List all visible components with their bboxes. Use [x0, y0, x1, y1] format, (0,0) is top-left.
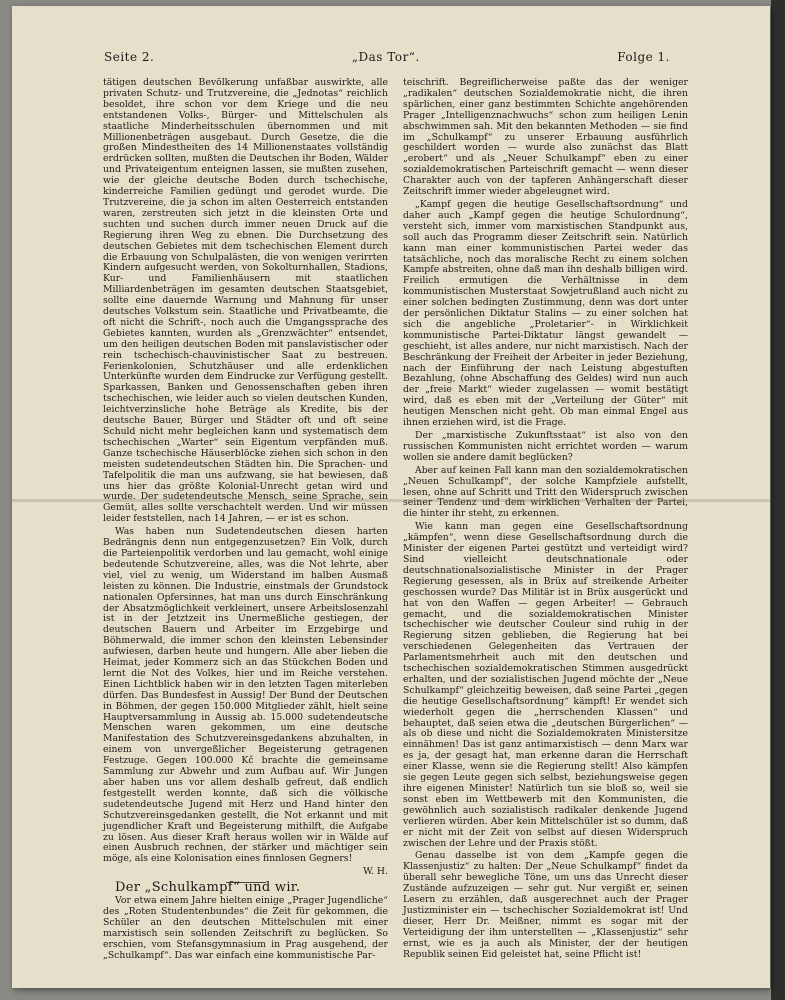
- article-paragraph: teischrift. Begreiflicherweise paßte das der weniger „radikalen“ deutschen Sozialdemokratie nicht, die ihren spärlichen, einer ganz bestimmten Schichte angehörenden Prager „Intelligenznachwuchs“ schon zum heiligen Lenin abschwimmen sah. Mit den bekannten Methoden — sie find im „Schulkampf“ zu unserer Erbauung ausführlich geschildert worden — wurde also zunächst das Blatt „erobert“ und als „Neuer Schulkampf“ eben zu einer sozialdemokratischen Parteischrift gemacht — wenn dieser Charakter auch von der tapferen Anhängerschaft dieser Zeitschrift immer wieder abgeleugnet wird.: [403, 77, 688, 198]
- article-paragraph: Wie kann man gegen eine Gesellschaftsordnung „kämpfen“, wenn diese Gesellschaftsordnung durch die Minister der eigenen Partei gestützt und verteidigt wird? Sind vielleicht deutschnationale oder deutschnationalsozialistische Minister in der Prager Regierung gesessen, als in Brüx auf streikende Arbeiter geschossen wurde? Das Militär ist in Brüx ausgerückt und hat von den Waffen — gegen Arbeiter! — Gebrauch gemacht, und die sozialdemokratischen Minister tschechischer wie deutscher Couleur sind ruhig in der Regierung sitzen geblieben, die Regierung hat bei verschiedenen Gelegenheiten das Vertrauen der Parlamentsmehrheit auch mit den deutschen und tschechischen sozialdemokratischen Stimmen ausgedrückt erhalten, und der sozialistischen Jugend möchte der „Neue Schulkampf“ gleichzeitig beweisen, daß seine Partei „gegen die heutige Gesellschaftsordnung“ kämpft! Er wendet sich wiederholt gegen die „herrschenden Klassen“ und behauptet, daß seien etwa die „deutschen Bürgerlichen“ — als ob diese und nicht die Sozialdemokraten Ministersitze einnähmen! Das ist ganz antimarxistisch — denn Marx war es ja, der gesagt hat, man erkenne daran die Herrschaft einer Klasse, wenn sie die Regierung stellt! Also kämpfen sie gegen Leute gegen sich selbst, beziehungsweise gegen ihre eigenen Minister! Natürlich tun sie bloß so, weil sie sonst eben im Wettbewerb mit den Kommunisten, die gewöhnlich auch sozialistisch radikaler denkende Jugend verlieren würden. Aber kein Mittelschüler ist so dumm, daß er nicht mit der Zeit von selbst auf diesen Widerspruch zwischen der Lehre und der Praxis stößt.: [403, 521, 688, 849]
- author-signature: W. H.: [363, 866, 388, 878]
- section-heading: Der „Schulkampf“ und wir.: [115, 880, 301, 896]
- article-paragraph: Vor etwa einem Jahre hielten einige „Prager Jugendliche“ des „Roten Studentenbundes“ die Zeit für gekommen, die Schüler an den deutschen Mittelschulen mit einer marxistisch sein sollenden Zeitschrift zu beglücken. So erschien, vom Stefansgymnasium in Prag ausgehend, der „Schulkampf“. Das war einfach eine kommunistische Par-: [103, 895, 388, 961]
- binding-edge: [771, 0, 785, 1000]
- page-number: Seite 2.: [104, 50, 155, 64]
- article-paragraph: Der „marxistische Zukunftsstaat“ ist also von den russischen Kommunisten nicht errichtet worden — warum wollen sie andere damit beglücken?: [403, 430, 688, 463]
- publication-title: „Das Tor“.: [351, 50, 420, 64]
- article-paragraph: tätigen deutschen Bevölkerung unfaßbar auswirkte, alle privaten Schutz- und Trutzvereine, die „Jednotas“ reichlich besoldet, ihre schon vor dem Kriege und die neu entstandenen Volks-, Bürger- und Mittelschulen als staatliche Minderheitsschulen übernommen und mit Millionenbeträgen ausgebaut. Durch Gesetze, die die großen Mindestheiten des 14 Millionenstaates vollständig erdrücken sollten, mußten die Deutschen ihr Boden, Wälder und Privateigentum enteignen lassen, sie mußten zusehen, wie der gleiche deutsche Boden durch tschechische, kinderreiche Familien gedüngt und gerodet wurde. Die Trutzvereine, die ja schon im alten Oesterreich entstanden waren, zerstreuten sich jetzt in die kleinsten Orte und suchten und suchen durch immer neuen Druck auf die Regierung ihren Weg zu ebnen. Die Durchsetzung des deutschen Gebietes mit dem tschechischen Element durch die Erbauung von Schulpalästen, die von wenigen verirrten Kindern aufgesucht werden, von Sokolturnhallen, Stadions, Kur- und Familienhäusern mit staatlichen Milliardenbeträgen im gesamten deutschen Staatsgebiet, sollte eine dauernde Warnung und Mahnung für unser deutsches Volkstum sein. Staatliche und Privatbeamte, die oft nicht die Schrift-, noch auch die Umgangssprache des Gebietes kannten, wurden als „Grenzwächter“ entsendet, um den heiligen deutschen Boden mit panslavistischer oder rein tschechisch-chauvinistischer Saat zu bestreuen. Ferienkolonien, Schutzhäuser und alle erdenklichen Unterkünfte wurden dem Eindrucke zur Verfügung gestellt. Sparkassen, Banken und Genossenschaften geben ihren tschechischen, wie leider auch so vielen deutschen Kunden, leichtverzinsliche hohe Beträge als Kredite, bis der deutsche Bauer, Bürger und Städter oft und oft seine Schuld nicht mehr begleichen kann und systematisch dem tschechischen „Warter“ sein Eigentum verpfänden muß. Ganze tschechische Häuserblöcke ziehen sich schon in den meisten sudetendeutschen Städten hin. Die Sprachen- und Tafelpolitik die man uns aufzwang, sie hat bewiesen, daß uns hier das größte Kolonial-Unrecht getan wird und wurde. Der sudetendeutsche Mensch, seine Sprache, sein Gemüt, alles sollte verschachtelt werden. Und wir müssen leider feststellen, nach 14 Jahren, — er ist es schon.: [103, 77, 388, 525]
- right-column: [403, 78, 688, 961]
- left-column: [103, 78, 388, 962]
- article-paragraph: Was haben nun Sudetendeutschen diesen harten Bedrängnis denn nun entgegenzusetzen? Ein Volk, durch die Parteienpolitik verdorben und lau gemacht, wohl einige bedeutende Schutzvereine, alles, was die Not lehrte, aber viel, viel zu wenig, um Widerstand im halben Ausmaß leisten zu können. Die Industrie, einstmals der Grundstock nationalen Opfersinnes, hat man uns durch Einschränkung der Absatzmöglichkeit verkleinert, unsere Arbeitslosenzahl ist in der Jetztzeit ins Unermeßliche gestiegen, der deutschen Bauern und Arbeiter im Erzgebirge und Böhmerwald, die immer schon den kleinsten Lebensinder aufwiesen, darben heute und hungern. Alle aber lieben die Heimat, jeder Kommerz sich an das Stückchen Boden und lernt die Not des Volkes, hier und im Reiche verstehen. Einen Lichtblick haben wir in den letzten Tagen miterleben dürfen. Das Bundesfest in Aussig! Der Bund der Deutschen in Böhmen, der gegen 150.000 Mitglieder zählt, hielt seine Hauptversammlung in Aussig ab. 15.000 sudetendeutsche Menschen waren gekommen, um eine deutsche Manifestation des Schutzvereinsgedankens abzuhalten, in einem von unvergeßlicher Begeisterung getragenen Festzuge. Gegen 100.000 Kč brachte die gemeinsame Sammlung zur Abwehr und zum Aufbau auf. Wir Jungen aber haben uns vor allem deshalb gefreut, daß endlich festgestellt werden konnte, daß sich die völkische sudetendeutsche Jugend mit Herz und Hand hinter den Schutzvereinsgedanken gestellt, die Not erkannt und mit jugendlicher Kraft und Begeisterung mithilft, die Aufgabe zu lösen. Aus dieser Kraft heraus wollen wir in Wälde auf einen Ausbruch rechnen, der stärker und mächtiger sein möge, als eine Kolonisation eines finnlosen Gegners!: [103, 526, 388, 865]
- article-paragraph: Aber auf keinen Fall kann man den sozialdemokratischen „Neuen Schulkampf“, der solche Kampfziele aufstellt, lesen, ohne auf Schritt und Tritt den Widerspruch zwischen seiner Tendenz und dem wirklichen Verhalten der Partei, die hinter ihr steht, zu erkennen.: [403, 464, 688, 520]
- issue-number: Folge 1.: [617, 50, 670, 64]
- article-paragraph: Genau dasselbe ist von dem „Kampfe gegen die Klassenjustiz“ zu halten: Der „Neue Schulkampf“ findet da überall sehr bewegliche Töne, um uns das Unrecht dieser Zustände aufzuzeigen — sehr gut. Nur vergißt er, seinen Lesern zu erzählen, daß ausgerechnet auch der Prager Justizminister ein — tschechischer Sozialdemokrat ist! Und dieser, Herr Dr. Meißner, nimmt es sogar mit der Verteidigung der ihm unterstellten — „Klassenjustiz“ sehr ernst, wie es ja auch als Minister, der der heutigen Republik seinen Eid geleistet hat, seine Pflicht ist!: [403, 850, 688, 960]
- page-header: [104, 50, 670, 64]
- article-paragraph: „Kampf gegen die heutige Gesellschaftsordnung“ und daher auch „Kampf gegen die heutige Schulordnung“, versteht sich, immer vom marxistischen Standpunkt aus, soll auch das Programm dieser Zeitschrift sein. Natürlich kann man einer kommunistischen Partei weder das tatsächliche, noch das moralische Recht zu einem solchen Kampfe abstreiten, ohne daß man ihn deshalb billigen wird. Freilich ermutigen die Verhältnisse in dem kommunistischen Musterstaat Sowjetrußland auch nicht zu einer solchen bedingten Zustimmung, denn was dort unter der persönlichen Diktatur Stalins — zu einer solchen hat sich die angebliche „Proletarier“- in Wirklichkeit kommunistische Partei-Diktatur längst gewandelt — geschieht, ist alles andere, nur nicht marxistisch. Nach der Beschränkung der Freiheit der Arbeiter in jeder Beziehung, nach der Einführung der nach Leistung abgestuften Bezahlung, (ohne Abschaffung des Geldes) wird nun auch der „freie Markt“ wieder zugelassen — womit bestätigt wird, daß es eben mit der „Verteilung der Güter“ mit heutigen Menschen nicht geht. Ob man einmal Engel aus ihnen erziehen wird, ist die Frage.: [403, 198, 688, 429]
- newspaper-page: [12, 6, 770, 988]
